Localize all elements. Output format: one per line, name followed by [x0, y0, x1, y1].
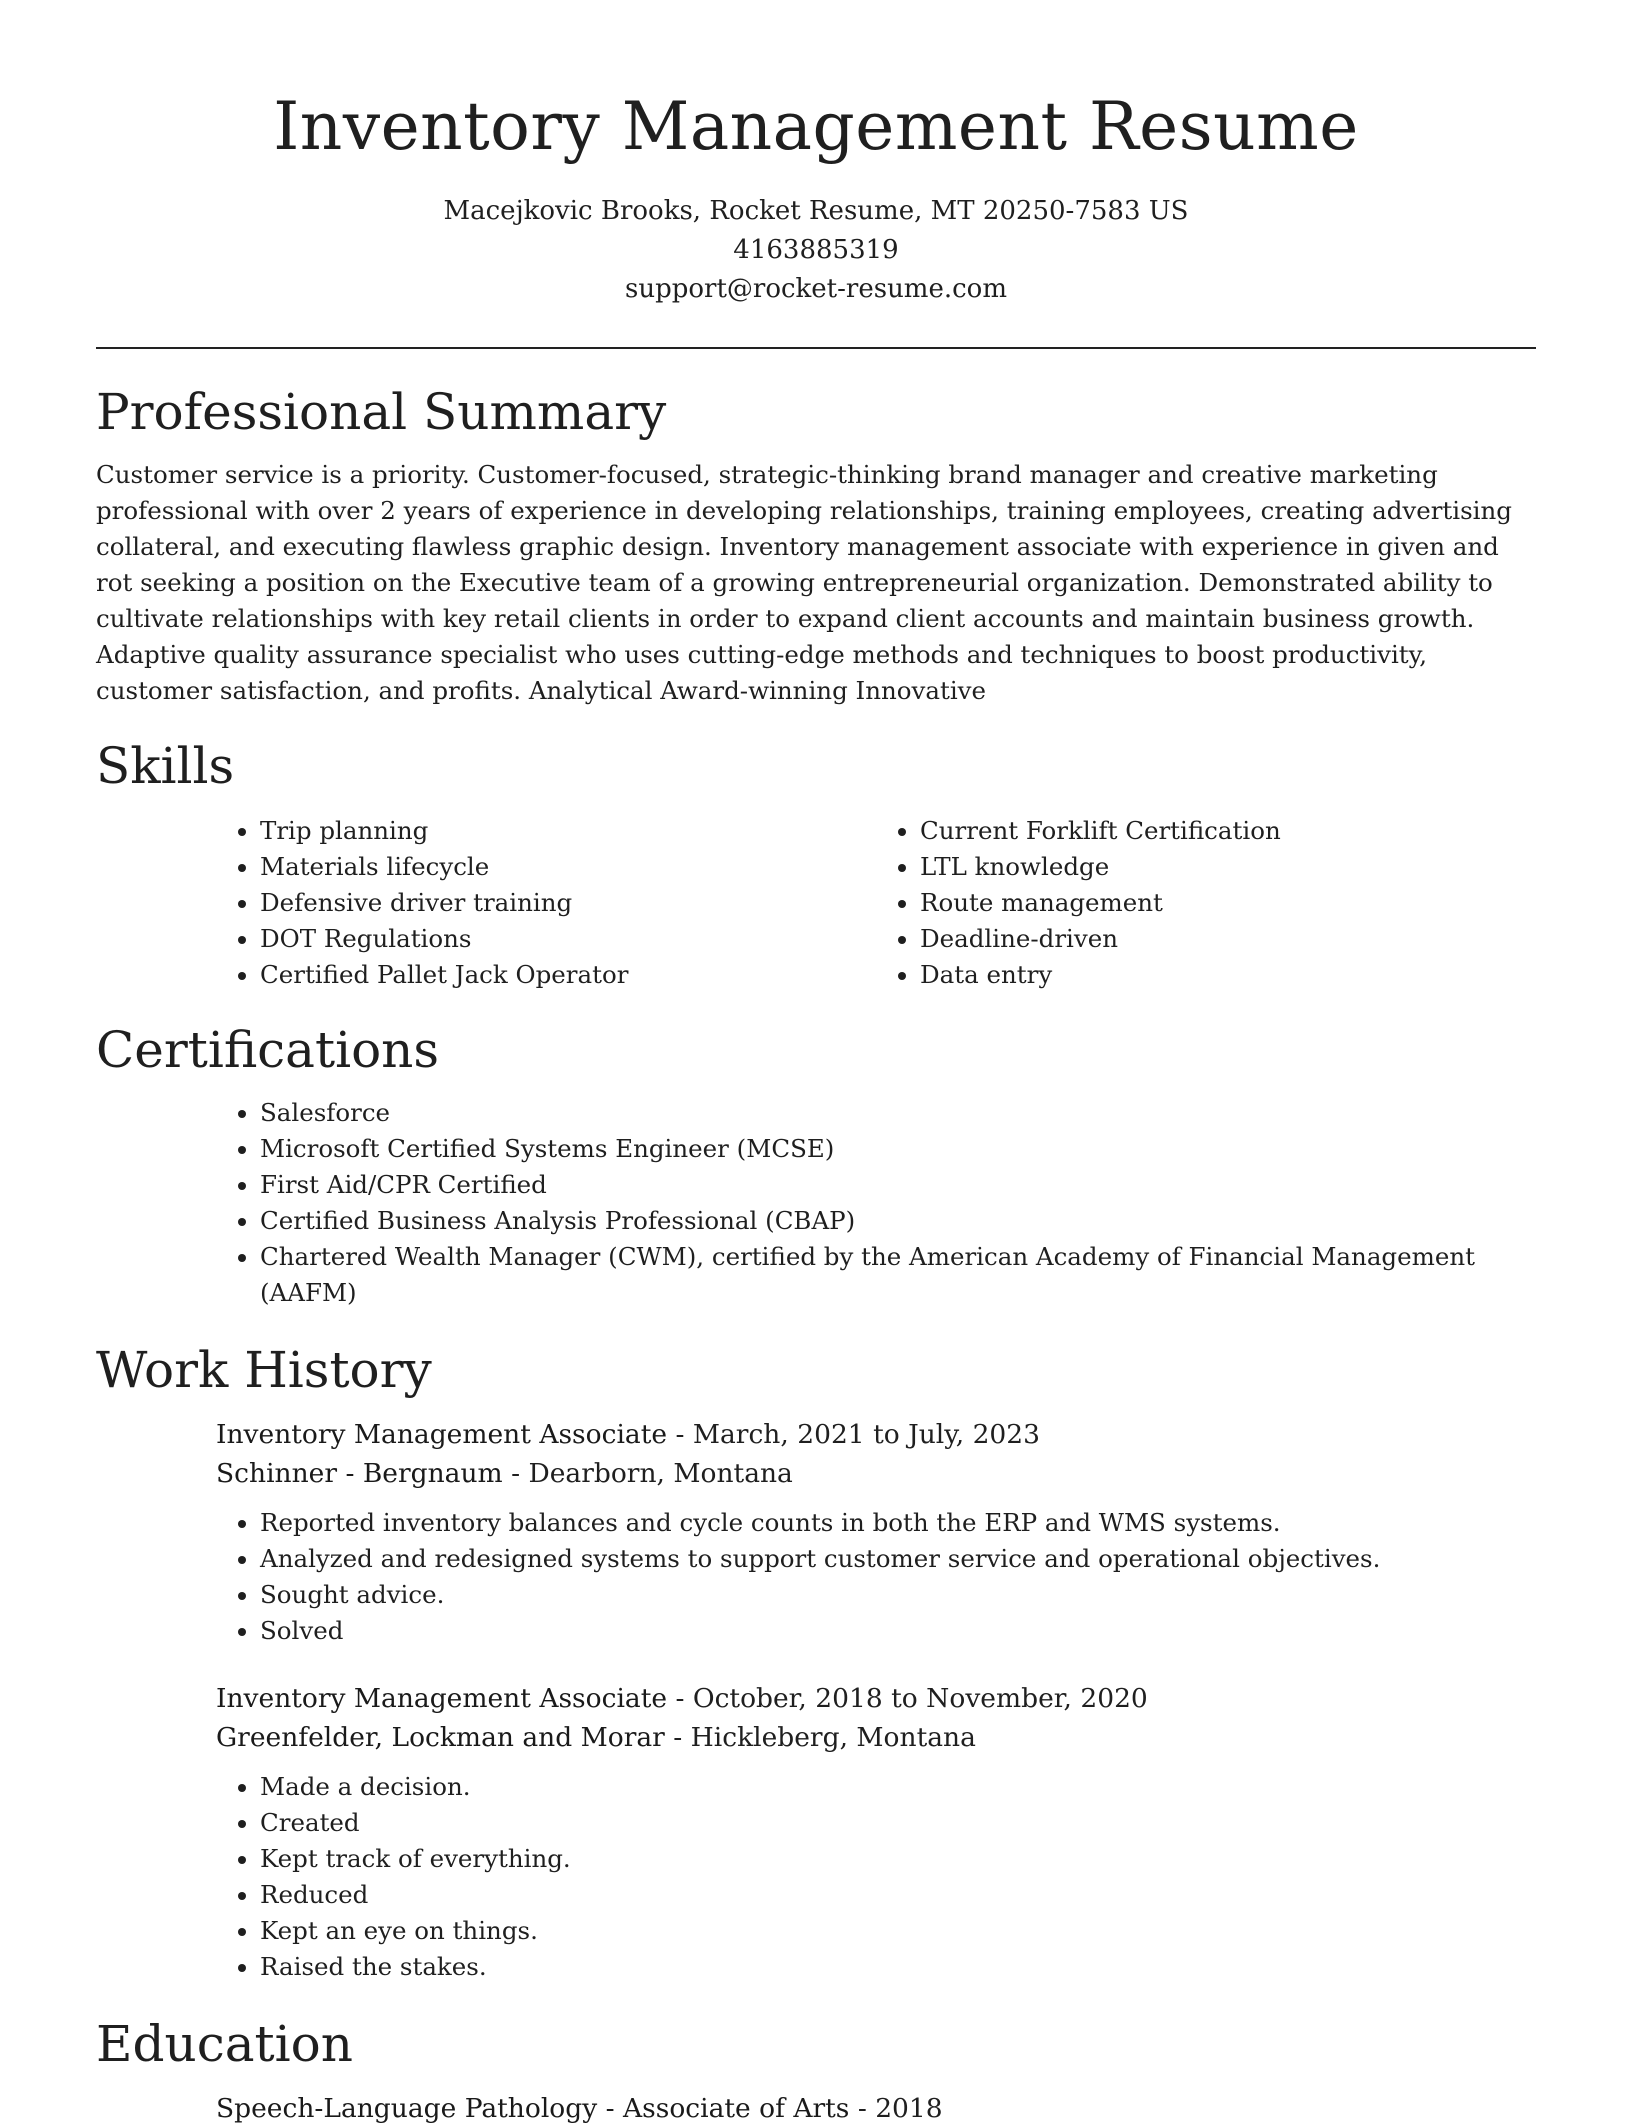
- contact-phone: 4163885319: [733, 235, 899, 265]
- skills-heading: Skills: [96, 737, 235, 795]
- job-location: - Hickleberg, Montana: [664, 1722, 976, 1753]
- contact-email: support@rocket-resume.com: [624, 274, 1007, 304]
- page-title: Inventory Management Resume: [273, 88, 1359, 165]
- list-item: • Kept an eye on things.: [260, 1913, 1536, 1949]
- job-company: Schinner - Bergnaum: [216, 1458, 503, 1489]
- list-item: • Chartered Wealth Manager (CWM), certified by the American Academy of Financial Management (AAFM): [260, 1239, 1536, 1311]
- list-item: • Deadline-driven: [920, 921, 1536, 957]
- resume-header: [96, 0, 1536, 309]
- certifications-heading: Certifications: [96, 1021, 440, 1079]
- contact-info: [96, 192, 1536, 309]
- skills-columns: [216, 813, 1536, 993]
- list-item: • Microsoft Certified Systems Engineer (MCSE): [260, 1131, 1536, 1167]
- job-company-line: [216, 1454, 1536, 1493]
- job-title-line: [216, 1679, 1536, 1718]
- contact-address: Macejkovic Brooks, Rocket Resume, MT 20250-7583 US: [443, 196, 1189, 226]
- list-item: • Trip planning: [260, 813, 876, 849]
- list-item: • Current Forklift Certification: [920, 813, 1536, 849]
- list-item: • Kept track of everything.: [260, 1841, 1536, 1877]
- job-duties-list: [216, 1505, 1536, 1649]
- list-item: • Materials lifecycle: [260, 849, 876, 885]
- job-dates: - October, 2018 to November, 2020: [667, 1683, 1148, 1714]
- education-entry: [216, 2089, 1536, 2128]
- list-item: • Reduced: [260, 1877, 1536, 1913]
- work-history-section: [96, 1337, 1536, 1985]
- summary-text: Customer service is a priority. Customer-focused, strategic-thinking brand manager and creative marketing professional with over 2 years of experience in developing relationships, training employees, creating advertising collateral, and executing flawless graphic design. Inventory management associate with experience in given and rot seeking a position on the Executive team of a growing entrepreneurial organization. Demonstrated ability to cultivate relationships with key retail clients in order to expand client accounts and maintain business growth. Adaptive quality assurance specialist who uses cutting-edge methods and techniques to boost productivity, customer satisfaction, and profits. Analytical Award-winning Innovative: [96, 460, 1512, 705]
- summary-heading: Professional Summary: [96, 383, 667, 441]
- skills-section: [96, 733, 1536, 993]
- list-item: • Salesforce: [260, 1095, 1536, 1131]
- list-item: • Data entry: [920, 957, 1536, 993]
- list-item: • Created: [260, 1805, 1536, 1841]
- education-section: [96, 2011, 1536, 2128]
- job-company: Greenfelder, Lockman and Morar: [216, 1722, 665, 1753]
- job-location: - Dearborn, Montana: [502, 1458, 793, 1489]
- job-position: Inventory Management Associate: [216, 1683, 668, 1714]
- list-item: • DOT Regulations: [260, 921, 876, 957]
- list-item: • Route management: [920, 885, 1536, 921]
- list-item: • Certified Business Analysis Professional (CBAP): [260, 1203, 1536, 1239]
- list-item: • Certified Pallet Jack Operator: [260, 957, 876, 993]
- list-item: • Solved: [260, 1613, 1536, 1649]
- job-entry: [216, 1679, 1536, 1985]
- job-position: Inventory Management Associate: [216, 1419, 668, 1450]
- certifications-section: [96, 1017, 1536, 1311]
- list-item: • Sought advice.: [260, 1577, 1536, 1613]
- job-dates: - March, 2021 to July, 2023: [667, 1419, 1041, 1450]
- list-item: • Analyzed and redesigned systems to support customer service and operational objectives.: [260, 1541, 1536, 1577]
- job-title-line: [216, 1415, 1536, 1454]
- list-item: • LTL knowledge: [920, 849, 1536, 885]
- header-divider: [96, 347, 1536, 349]
- education-program: Speech-Language Pathology - Associate of Arts: [216, 2093, 850, 2124]
- certifications-list: [216, 1095, 1536, 1311]
- education-heading: Education: [96, 2015, 353, 2073]
- list-item: • Defensive driver training: [260, 885, 876, 921]
- list-item: • Raised the stakes.: [260, 1949, 1536, 1985]
- education-year: - 2018: [849, 2093, 943, 2124]
- summary-section: [96, 379, 1536, 709]
- list-item: • Reported inventory balances and cycle counts in both the ERP and WMS systems.: [260, 1505, 1536, 1541]
- resume-page: [96, 0, 1536, 2128]
- skills-list-left: [216, 813, 876, 993]
- job-duties-list: [216, 1769, 1536, 1985]
- job-company-line: [216, 1718, 1536, 1757]
- list-item: • First Aid/CPR Certified: [260, 1167, 1536, 1203]
- list-item: • Made a decision.: [260, 1769, 1536, 1805]
- job-entry: [216, 1415, 1536, 1649]
- skills-list-right: [876, 813, 1536, 993]
- work-history-heading: Work History: [96, 1341, 432, 1399]
